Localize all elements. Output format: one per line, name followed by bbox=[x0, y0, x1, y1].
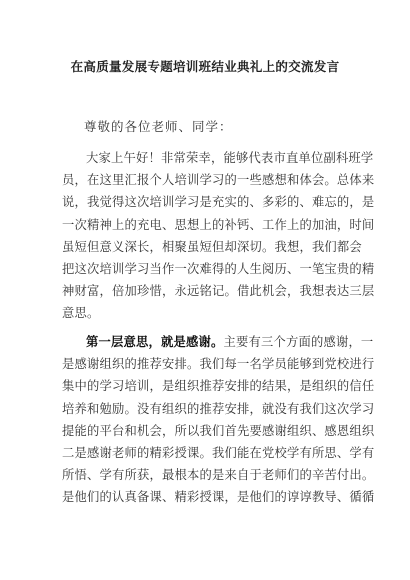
paragraph-line: 把这次培训学习当作一次难得的人生阅历、一笔宝贵的精 bbox=[62, 261, 375, 276]
paragraph-line: 一次精神上的充电、思想上的补钙、工作上的加油，时间 bbox=[62, 217, 375, 232]
paragraph-greeting bbox=[62, 147, 375, 325]
paragraph-line: 提能的平台和机会，所以我们首先要感谢组织、感恩组织 bbox=[62, 423, 375, 438]
paragraph-line: 大家上午好！非常荣幸，能够代表市直单位副科班学 bbox=[86, 151, 374, 165]
paragraph-line: 是他们的认真备课、精彩授课，是他们的谆谆教导、循循 bbox=[62, 490, 375, 505]
paragraph-line: 说，我觉得这次培训学习是充实的、多彩的、难忘的，是 bbox=[62, 195, 375, 210]
paragraph-line: 虽短但意义深长，相聚虽短但却深切。我想，我们都会 bbox=[62, 239, 362, 254]
paragraph-line: 员，在这里汇报个人培训学习的一些感想和体会。总体来 bbox=[62, 173, 375, 188]
section-heading-lead: 第一层意思，就是感谢。 bbox=[86, 334, 224, 349]
paragraph-first-line bbox=[62, 331, 374, 353]
salutation: 尊敬的各位老师、同学： bbox=[84, 119, 233, 134]
paragraph-line: 是感谢组织的推荐安排。我们每一名学员能够到党校进行 bbox=[62, 357, 375, 372]
paragraph-line: 所悟、学有所获，最根本的是来自于老师们的辛苦付出。 bbox=[62, 468, 375, 483]
paragraph-line: 集中的学习培训，是组织推荐安排的结果，是组织的信任 bbox=[62, 379, 375, 394]
document-title: 在高质量发展专题培训班结业典礼上的交流发言 bbox=[70, 59, 340, 74]
paragraph-line-rest: 主要有三个方面的感谢，一 bbox=[223, 335, 374, 349]
paragraph-line: 培养和勉励。没有组织的推荐安排，就没有我们这次学习 bbox=[62, 401, 375, 416]
paragraph-line: 二是感谢老师的精彩授课。我们能在党校学有所思、学有 bbox=[62, 445, 375, 460]
paragraph-line: 意思。 bbox=[62, 306, 100, 321]
paragraph-gratitude bbox=[62, 331, 375, 509]
paragraph-line: 神财富，倍加珍惜，永远铭记。借此机会，我想表达三层 bbox=[62, 284, 375, 299]
